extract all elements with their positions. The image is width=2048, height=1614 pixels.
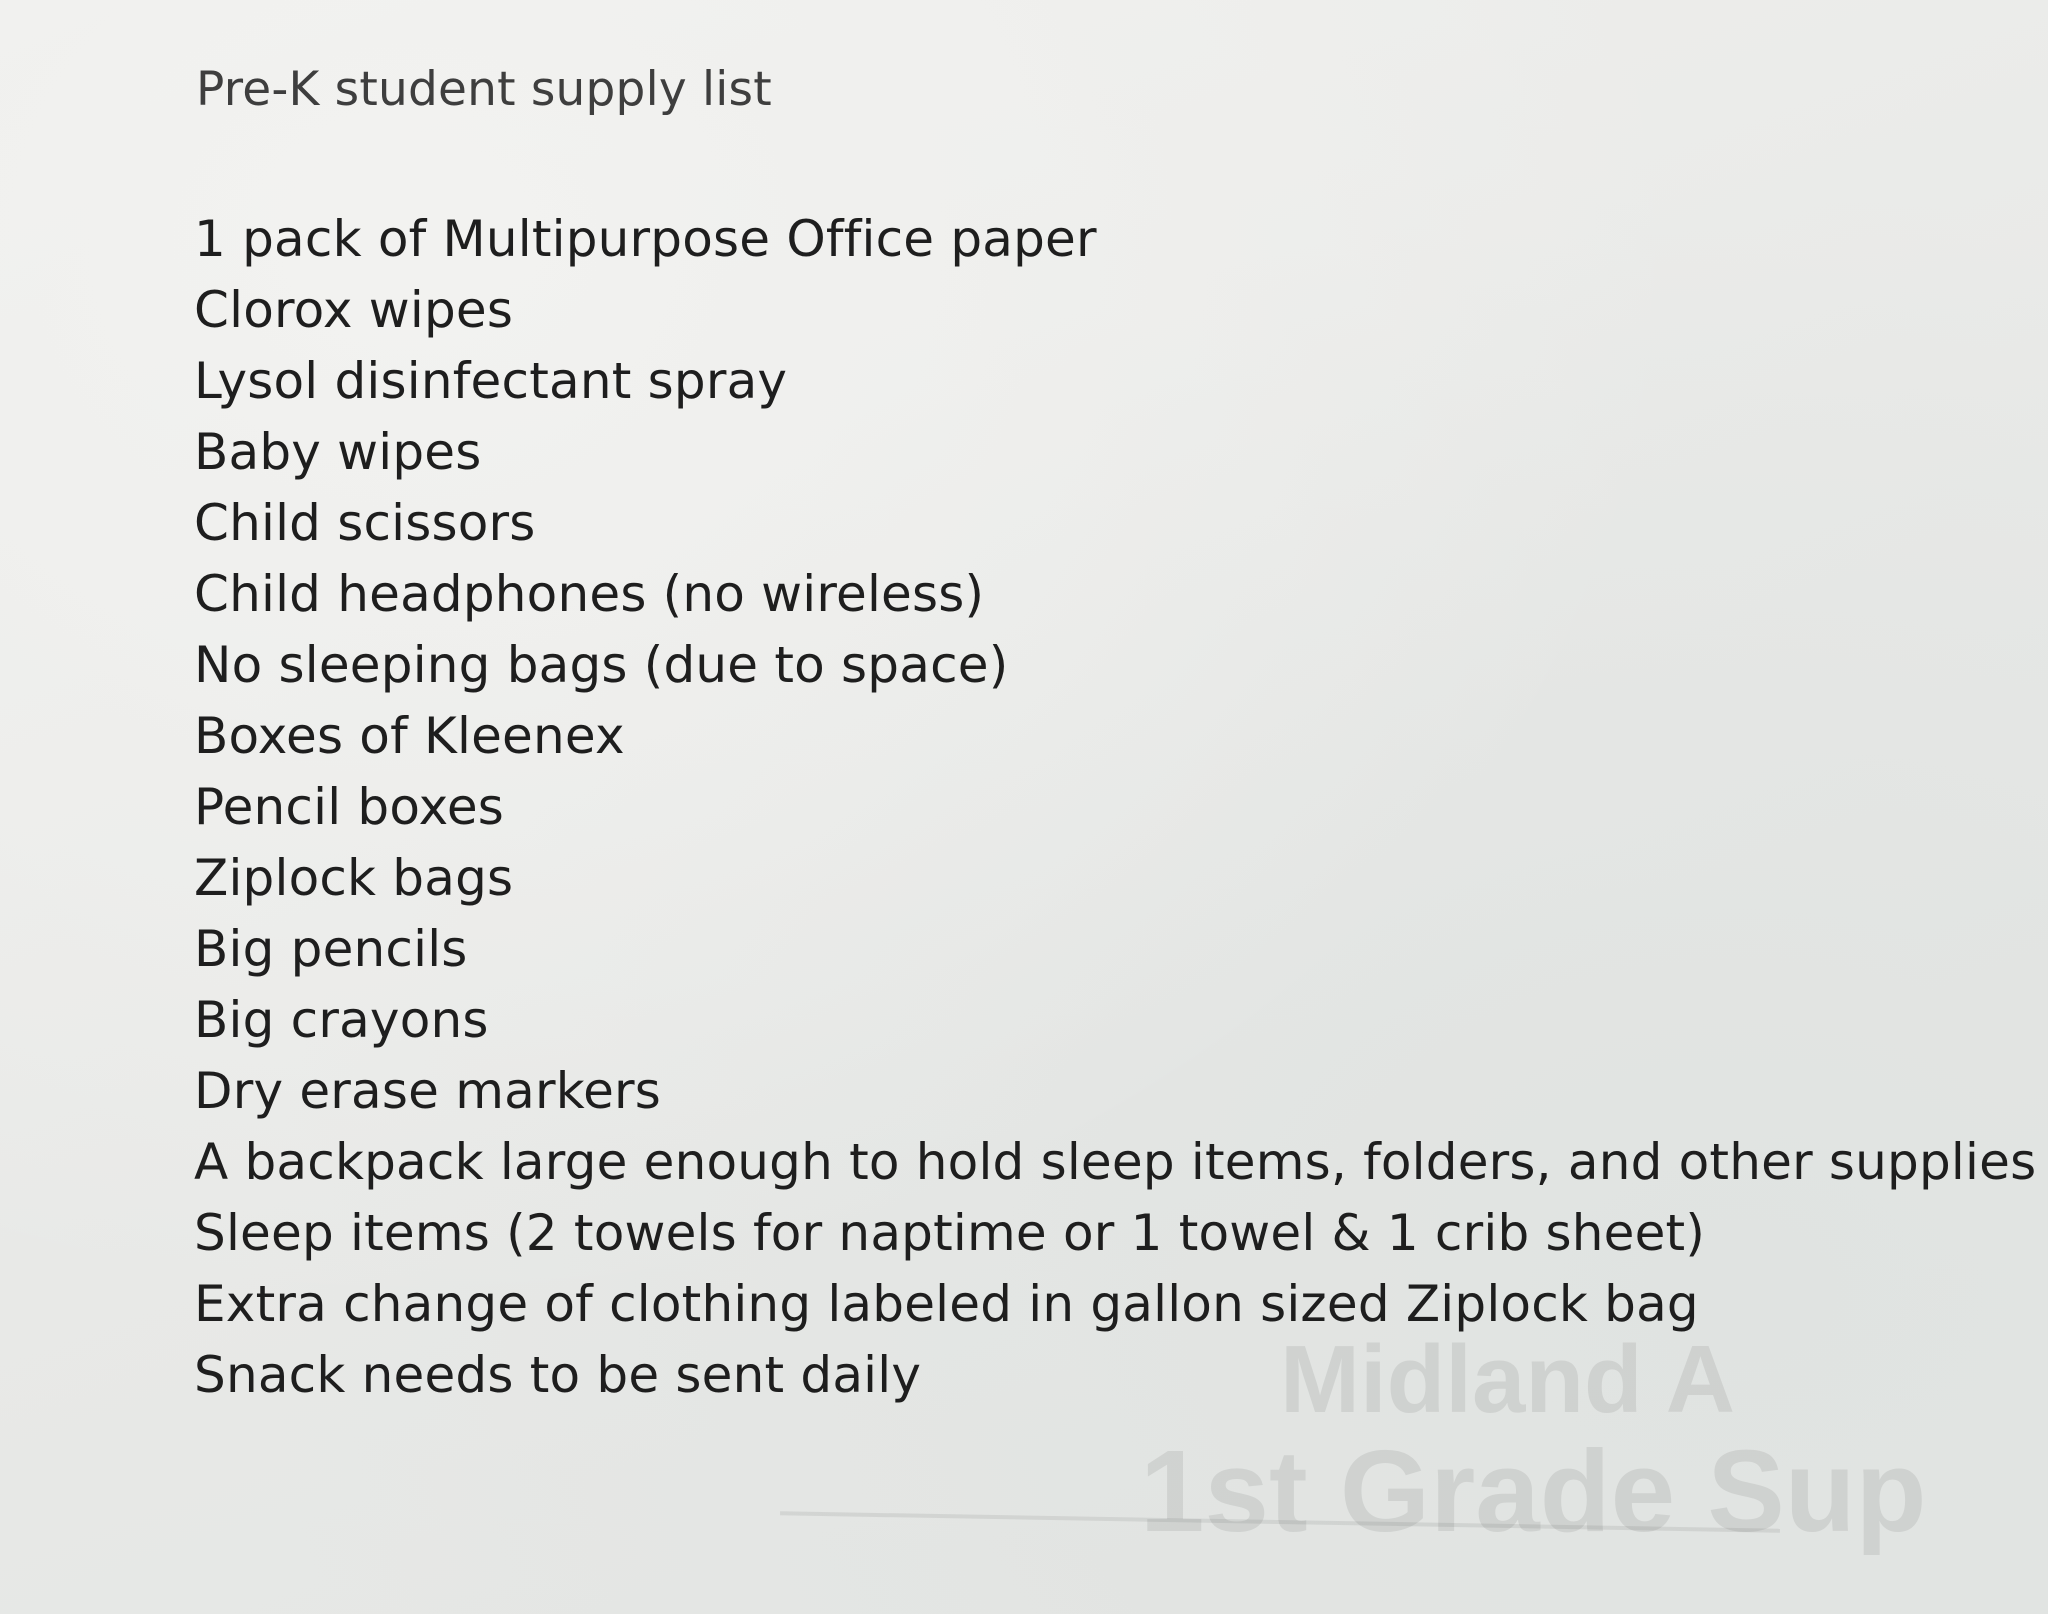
supply-item: Dry erase markers <box>194 1062 662 1120</box>
supply-item: Ziplock bags <box>194 849 514 907</box>
show-through-rule <box>780 1511 1780 1532</box>
supply-item: A backpack large enough to hold sleep items, folders, and other supplies <box>194 1133 2037 1191</box>
supply-item: Big crayons <box>194 991 489 1049</box>
supply-item: Big pencils <box>194 920 468 978</box>
supply-item: Clorox wipes <box>194 281 514 339</box>
page-title: Pre-K student supply list <box>196 62 772 117</box>
supply-item: Pencil boxes <box>194 778 505 836</box>
supply-item: Sleep items (2 towels for naptime or 1 towel & 1 crib sheet) <box>194 1204 1706 1262</box>
show-through-line-2: 1st Grade Sup <box>1140 1425 1927 1556</box>
supply-item: Child scissors <box>194 494 536 552</box>
supply-item: Snack needs to be sent daily <box>194 1346 922 1404</box>
supply-item: Lysol disinfectant spray <box>194 352 788 410</box>
supply-item: No sleeping bags (due to space) <box>194 636 1009 694</box>
supply-item: Child headphones (no wireless) <box>194 565 985 623</box>
supply-list <box>194 204 2037 1411</box>
supply-item: Baby wipes <box>194 423 482 481</box>
show-through-line-1: Midland A <box>1280 1326 1736 1433</box>
supply-item: 1 pack of Multipurpose Office paper <box>194 210 1097 268</box>
supply-item: Extra change of clothing labeled in gallon sized Ziplock bag <box>194 1275 1699 1333</box>
supply-item: Boxes of Kleenex <box>194 707 625 765</box>
